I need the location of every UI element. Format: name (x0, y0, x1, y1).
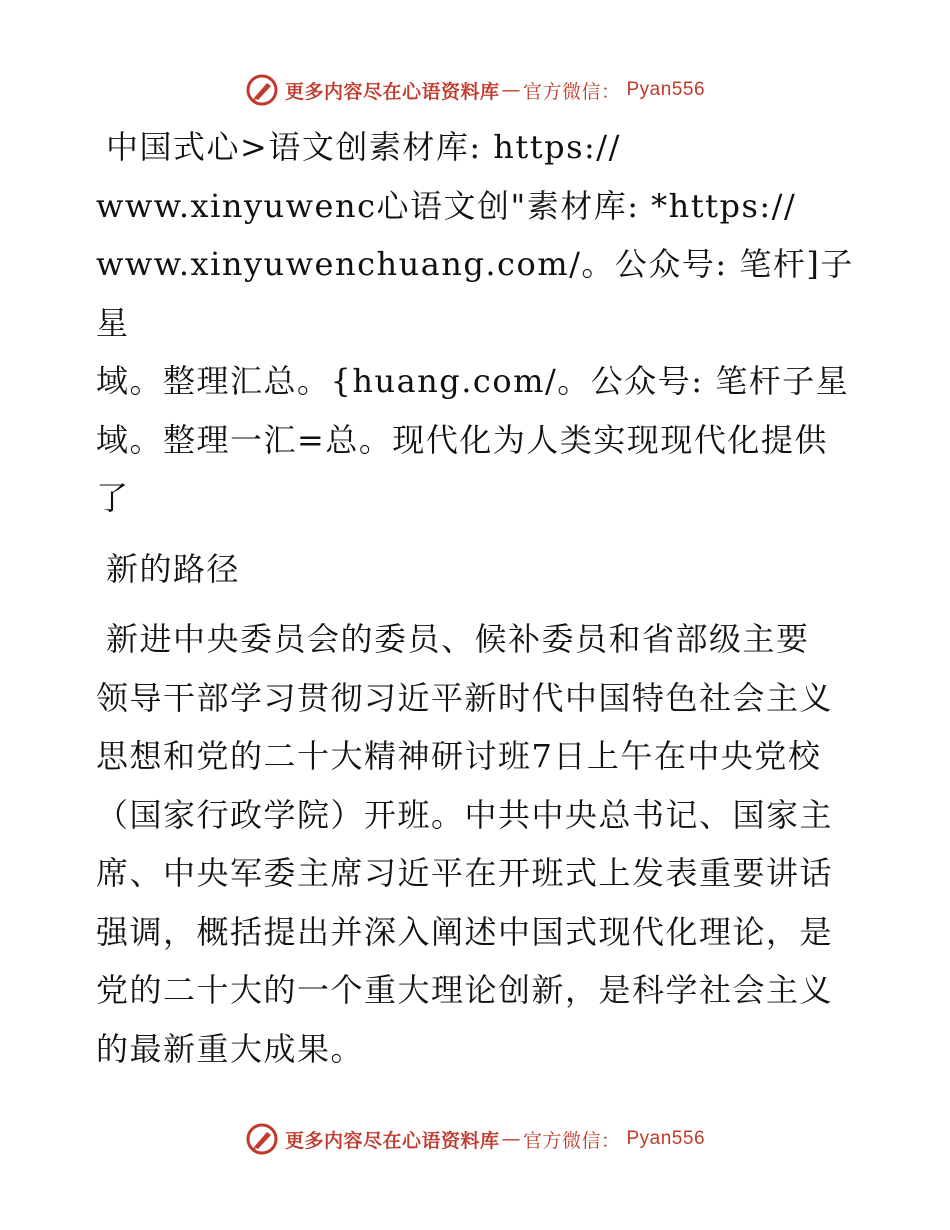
text-line: www.xinyuwenc心语文创"素材库: *https:// (96, 186, 797, 225)
watermark-ad-text: 更多内容尽在心语资料库 (284, 80, 500, 103)
text-line: 的最新重大成果。 (96, 1029, 365, 1068)
text-line: 思想和党的二十大精神研讨班7日上午在中央党校 (96, 737, 822, 775)
footer-watermark (0, 1119, 950, 1159)
text-line: 领导干部学习贯彻习近平新时代中国特色社会主义 (96, 678, 834, 717)
watermark-separator: — (501, 1128, 521, 1150)
text-line: 党的二十大的一个重大理论创新，是科学社会主义 (96, 971, 834, 1009)
watermark-wechat-label: 官方微信： (522, 1129, 621, 1152)
paragraph-intro (96, 118, 856, 528)
header-watermark (0, 70, 950, 110)
watermark-separator: — (501, 79, 521, 101)
pen-logo-icon (245, 73, 279, 107)
watermark-wechat-id: Pyan556 (626, 1128, 706, 1149)
text-line: 强调，概括提出并深入阐述中国式现代化理论，是 (96, 912, 834, 951)
text-line: 域。整理一汇=总。现代化为人类实现现代化提供 (96, 420, 828, 459)
text-line: （国家行政学院）开班。中共中央总书记、国家主 (96, 795, 834, 834)
watermark-wechat-id: Pyan556 (626, 79, 706, 100)
text-line: www.xinyuwenchuang.com/。公众号: 笔杆]子星 (96, 245, 854, 342)
paragraph-body (96, 610, 856, 1078)
text-line: 了 (96, 479, 130, 517)
paragraph-heading (96, 540, 856, 599)
document-body (96, 118, 856, 1078)
text-line: 域。整理汇总。{huang.com/。公众号: 笔杆子星 (96, 362, 850, 400)
text-line: 中国式心>语文创素材库: https:// (106, 128, 621, 166)
text-line: 新进中央委员会的委员、候补委员和省部级主要 (106, 620, 810, 658)
watermark-ad-text: 更多内容尽在心语资料库 (284, 1129, 500, 1152)
text-line: 席、中央军委主席习近平在开班式上发表重要讲话 (96, 854, 834, 892)
watermark-wechat-label: 官方微信： (522, 80, 621, 103)
text-line: 新的路径 (106, 549, 241, 588)
pen-logo-icon (245, 1122, 279, 1156)
